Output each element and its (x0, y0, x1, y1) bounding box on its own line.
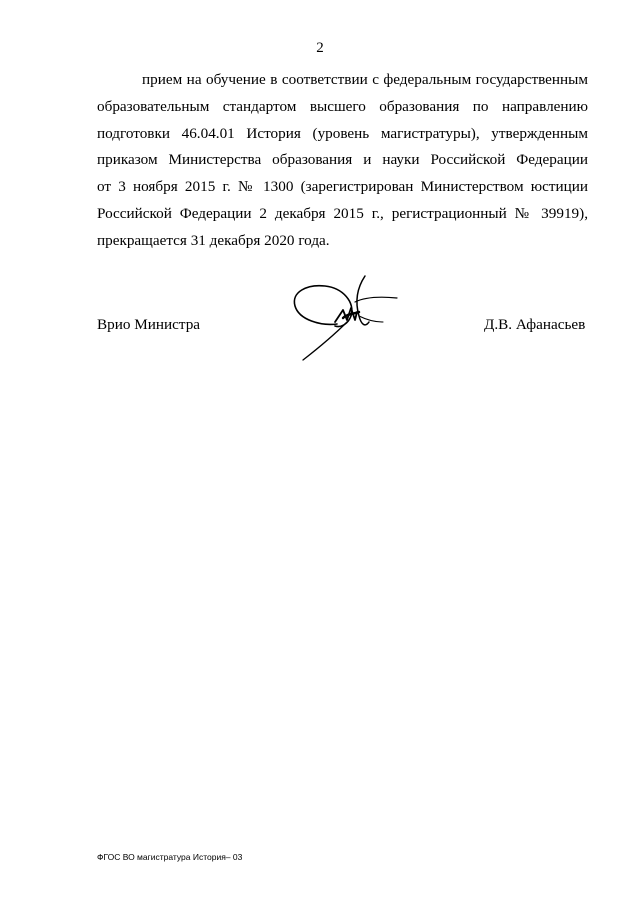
paragraph-line: прекращается 31 декабря 2020 года. (97, 231, 330, 249)
paragraph-line: Российской Федерации 2 декабря 2015 г., регистрационный № 39919), (97, 204, 588, 222)
signer-role: Врио Министра (97, 316, 201, 333)
paragraph-line: подготовки 46.04.01 История (уровень магистратуры), утвержденным (97, 124, 588, 142)
order-paragraph (97, 67, 588, 255)
paragraph-line: от 3 ноября 2015 г. № 1300 (зарегистрирован Министерством юстиции (97, 178, 588, 196)
paragraph-line: приказом Министерства образования и науки Российской Федерации (97, 151, 588, 169)
page-number: 2 (316, 40, 324, 56)
footer-code: ФГОС ВО магистратура История– 03 (97, 852, 243, 862)
paragraph-line: прием на обучение в соответствии с федеральным государственным (142, 71, 588, 88)
handwritten-signature (285, 272, 405, 368)
paragraph-line: образовательным стандартом высшего образования по направлению (97, 97, 588, 115)
signer-name: Д.В. Афанасьев (484, 316, 586, 333)
